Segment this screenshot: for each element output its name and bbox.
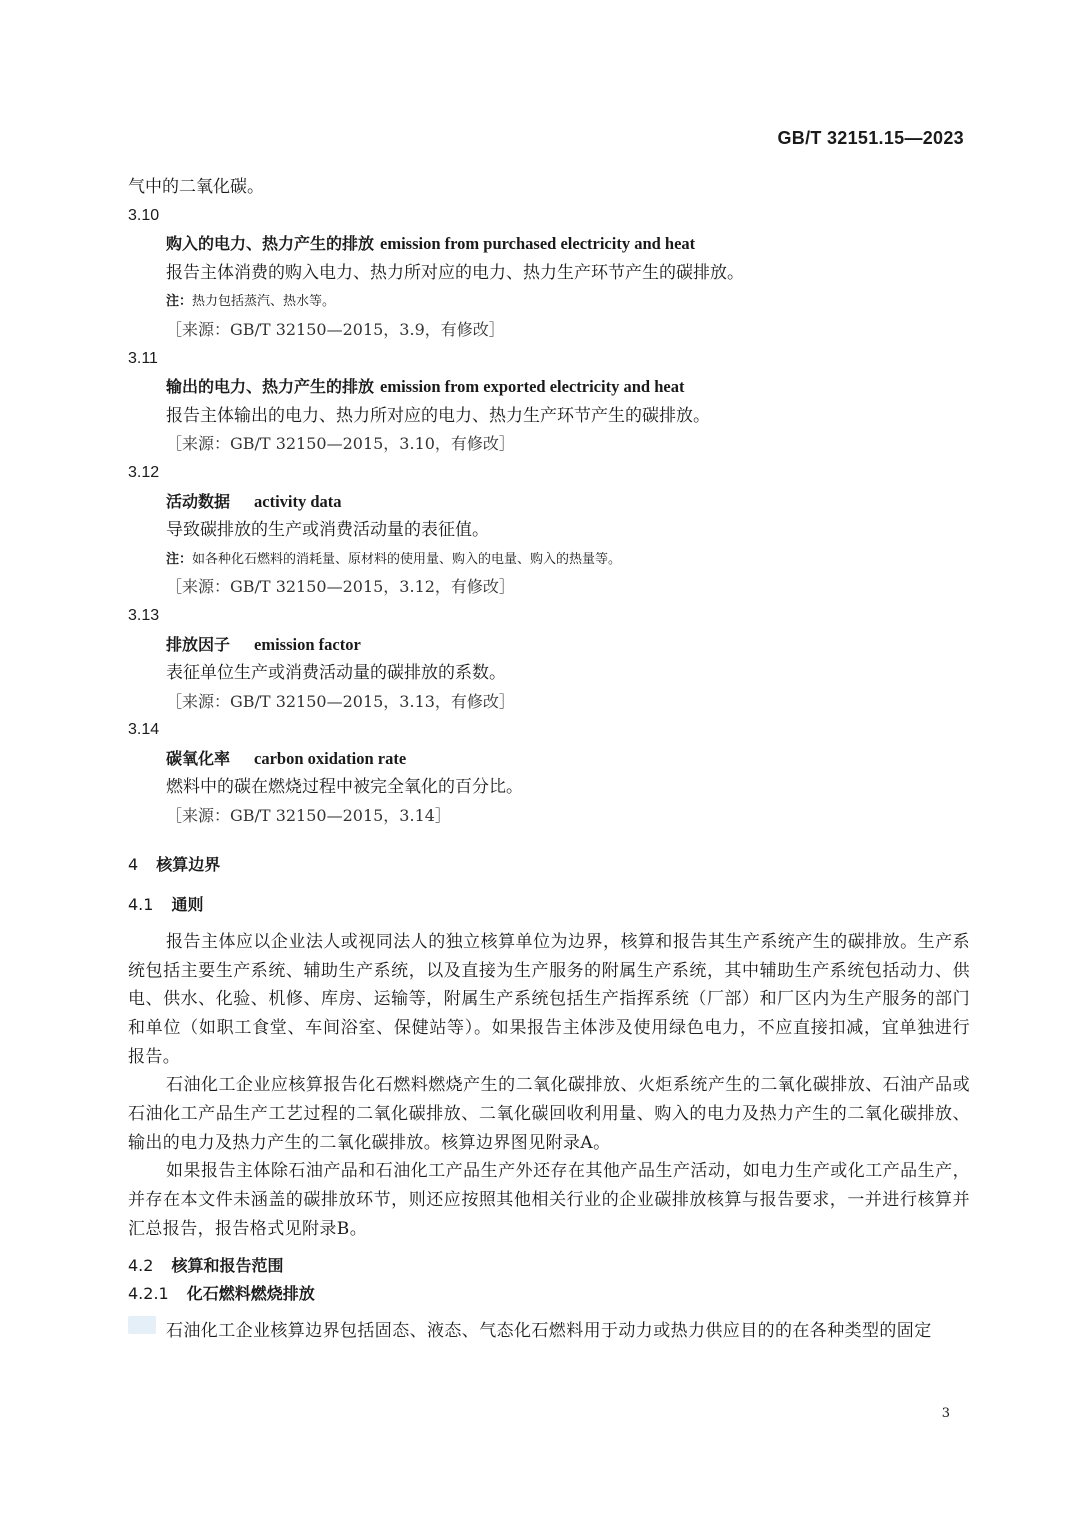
term-title — [128, 230, 970, 259]
section-title: 通则 — [171, 895, 204, 915]
term-title-en: emission from purchased electricity and heat — [380, 234, 696, 254]
term-title-cn: 输出的电力、热力产生的排放 — [166, 377, 375, 397]
term-number: 3.13 — [128, 606, 160, 624]
paragraph: 如果报告主体除石油产品和石油化工产品生产外还存在其他产品生产活动，如电力生产或化工产品生产，并存在本文件未涵盖的碳排放环节，则还应按照其他相关行业的企业碳排放核算与报告要求，一并进行核算并汇总报告，报告格式见附录B。 — [128, 1161, 970, 1239]
term-number: 3.14 — [128, 721, 160, 739]
page-number: 3 — [941, 1406, 950, 1421]
term-number: 3.11 — [128, 349, 158, 367]
section-heading-4-2-1 — [128, 1280, 970, 1309]
note-text: 如各种化石燃料的消耗量、原材料的使用量、购入的电量、购入的热量等。 — [192, 551, 622, 567]
term-title-cn: 购入的电力、热力产生的排放 — [166, 234, 375, 254]
paragraph: 报告主体应以企业法人或视同法人的独立核算单位为边界，核算和报告其生产系统产生的碳排放。生产系统包括主要生产系统、辅助生产系统，以及直接为生产服务的附属生产系统，其中辅助生产系统包括动力、供电、供水、化验、机修、库房、运输等，附属生产系统包括生产指挥系统（厂部）和厂区内为生产服务的部门和单位（如职工食堂、车间浴室、保健站等）。如果报告主体涉及使用绿色电力，不应直接扣减，宜单独进行报告。 — [128, 931, 970, 1067]
paragraph: 石油化工企业应核算报告化石燃料燃烧产生的二氧化碳排放、火炬系统产生的二氧化碳排放、石油产品或石油化工产品生产工艺过程的二氧化碳排放、二氧化碳回收利用量、购入的电力及热力产生的二氧化碳排放、输出的电力及热力产生的二氧化碳排放。核算边界图见附录A。 — [128, 1075, 970, 1153]
note-label: 注： — [166, 293, 193, 309]
term-source: ［来源：GB/T 32150—2015，3.10，有修改］ — [166, 434, 515, 454]
term-definition: 燃料中的碳在燃烧过程中被完全氧化的百分比。 — [166, 777, 523, 798]
term-definition: 表征单位生产或消费活动量的碳排放的系数。 — [166, 663, 506, 684]
section-title: 核算和报告范围 — [171, 1255, 284, 1275]
document-body — [128, 173, 970, 1345]
term-title-en: emission from exported electricity and heat — [380, 377, 685, 397]
term-source: ［来源：GB/T 32150—2015，3.14］ — [166, 806, 451, 826]
section-number: 4 — [128, 854, 139, 874]
term-source: ［来源：GB/T 32150—2015，3.9，有修改］ — [166, 319, 505, 339]
term-title-en: emission factor — [254, 634, 361, 654]
paragraph: 石油化工企业核算边界包括固态、液态、气态化石燃料用于动力或热力供应目的的在各种类型的固定 — [166, 1320, 932, 1341]
section-number: 4.1 — [128, 895, 154, 915]
term-definition: 报告主体输出的电力、热力所对应的电力、热力生产环节产生的碳排放。 — [166, 405, 710, 426]
term-title-en: activity data — [254, 491, 342, 511]
term-source: ［来源：GB/T 32150—2015，3.12，有修改］ — [166, 577, 515, 597]
section-title: 核算边界 — [156, 854, 221, 874]
term-title — [128, 373, 970, 402]
continued-text: 气中的二氧化碳。 — [128, 177, 264, 197]
term-title — [128, 745, 970, 774]
term-title — [128, 488, 970, 517]
term-title-cn: 活动数据 — [166, 491, 231, 511]
term-number: 3.12 — [128, 463, 160, 481]
term-source: ［来源：GB/T 32150—2015，3.13，有修改］ — [166, 691, 515, 711]
term-definition: 报告主体消费的购入电力、热力所对应的电力、热力生产环节产生的碳排放。 — [166, 262, 744, 283]
term-definition: 导致碳排放的生产或消费活动量的表征值。 — [166, 520, 489, 541]
term-title — [128, 631, 970, 660]
watermark-logo — [128, 1316, 156, 1334]
note-text: 热力包括蒸汽、热水等。 — [192, 294, 336, 310]
section-title: 化石燃料燃烧排放 — [186, 1284, 315, 1304]
term-note — [128, 545, 970, 574]
term-title-cn: 碳氧化率 — [166, 748, 231, 768]
section-heading-4-2 — [128, 1252, 970, 1281]
term-title-cn: 排放因子 — [166, 634, 231, 654]
term-note — [128, 287, 970, 316]
term-number: 3.10 — [128, 206, 160, 224]
section-number: 4.2 — [128, 1255, 154, 1275]
section-heading-4 — [128, 851, 970, 880]
note-label: 注： — [166, 550, 193, 566]
section-number: 4.2.1 — [128, 1284, 169, 1304]
term-title-en: carbon oxidation rate — [254, 748, 407, 768]
standard-number: GB/T 32151.15—2023 — [777, 128, 964, 148]
section-heading-4-1 — [128, 891, 970, 920]
